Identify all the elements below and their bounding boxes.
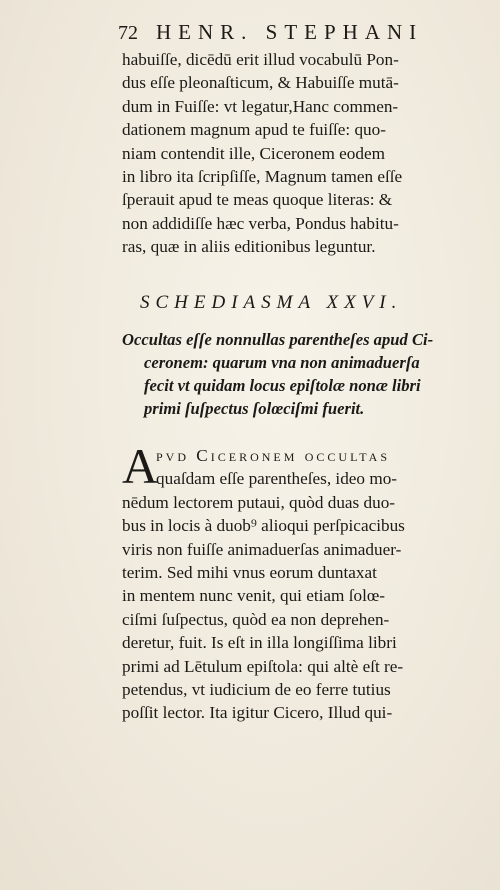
running-title: HENR. STEPHANI: [156, 20, 424, 44]
page-number: 72: [118, 22, 138, 44]
text-line: dus eſſe pleonaſticum, & Habuiſſe mutā-: [122, 73, 399, 93]
summary-line: Occultas eſſe nonnullas parentheſes apud Ci-: [122, 330, 434, 349]
paragraph-continuation: [122, 48, 482, 259]
text-line: quaſdam eſſe parentheſes, ideo mo-: [156, 469, 398, 489]
text-line: niam contendit ille, Ciceronem eodem: [122, 143, 385, 163]
text-line: bus in locis à duob⁹ alioqui perſpicacibus: [122, 516, 405, 536]
text-line: terim. Sed mihi vnus eorum duntaxat: [122, 563, 377, 583]
section-summary: [122, 328, 482, 420]
text-line: non addidiſſe hæc verba, Pondus habitu-: [122, 213, 399, 233]
running-head: [118, 20, 478, 45]
section-heading: SCHEDIASMA XXVI.: [140, 292, 403, 313]
section-body: [122, 438, 482, 725]
text-line: in libro ita ſcripſiſſe, Magnum tamen eſſe: [122, 167, 403, 187]
text-line: in mentem nunc venit, qui etiam ſolœ-: [122, 586, 386, 606]
text-line: dum in Fuiſſe: vt legatur,Hanc commen-: [122, 96, 399, 116]
text-line: ras, quæ in aliis editionibus leguntur.: [122, 237, 376, 257]
text-line: habuiſſe, dicēdū erit illud vocabulū Pon-: [122, 50, 399, 69]
text-line: ciſmi ſuſpectus, quòd ea non deprehen-: [122, 609, 390, 629]
text-line: dationem magnum apud te fuiſſe: quo-: [122, 120, 386, 140]
summary-line: fecit vt quidam locus epiſtolæ nonæ libri: [144, 376, 421, 395]
text-line: poſſit lector. Ita igitur Cicero, Illud qui-: [122, 703, 393, 723]
text-line: nēdum lectorem putaui, quòd duas duo-: [122, 492, 396, 512]
summary-line: ceronem: quarum vna non animaduerſa: [144, 353, 420, 372]
text-line: ſperauit apud te meas quoque literas: &: [122, 190, 393, 210]
text-line: pvd Ciceronem occultas: [156, 446, 391, 465]
text-line: viris non fuiſſe animaduerſas animaduer-: [122, 539, 402, 559]
text-line: primi ad Lētulum epiſtola: qui altè eſt re-: [122, 656, 404, 676]
opening-lines: [122, 438, 482, 494]
text-line: deretur, fuit. Is eſt in illa longiſſima libri: [122, 633, 397, 653]
drop-cap: A: [122, 438, 159, 494]
text-line: petendus, vt iudicium de eo ferre tutius: [122, 680, 391, 700]
summary-line: primi ſuſpectus ſolœciſmi fuerit.: [144, 399, 365, 418]
